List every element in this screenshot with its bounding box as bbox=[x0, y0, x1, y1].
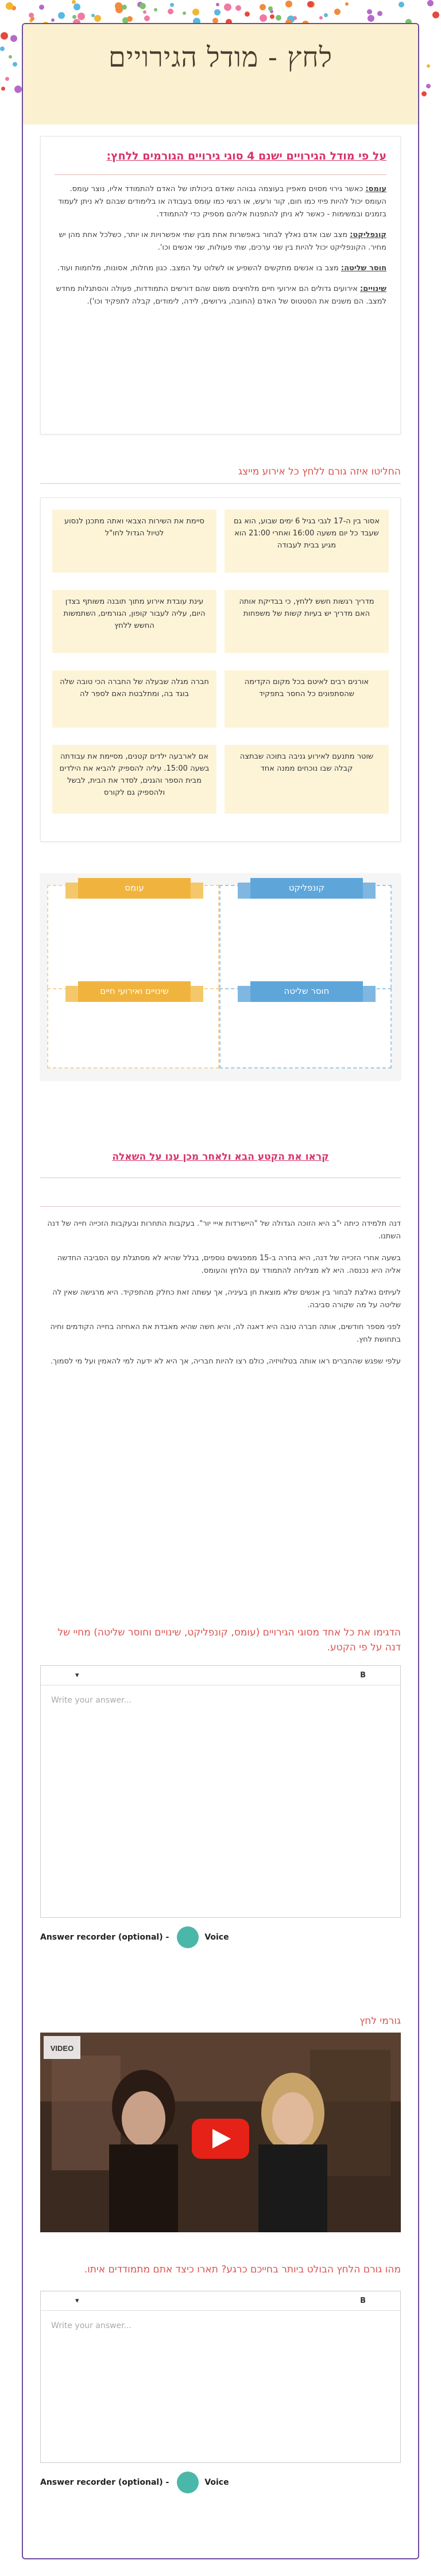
answer-recorder bbox=[40, 1926, 229, 1948]
confetti-dot bbox=[140, 3, 146, 9]
recorder-label: Answer recorder (optional) - bbox=[40, 1933, 169, 1942]
story-body bbox=[40, 1218, 401, 1368]
confetti-dot bbox=[427, 64, 430, 68]
editor-toolbar bbox=[41, 1666, 400, 1685]
confetti-dot bbox=[10, 35, 17, 42]
dropzone-changes[interactable] bbox=[47, 988, 219, 1069]
confetti-dot bbox=[319, 16, 323, 20]
confetti-dot bbox=[74, 3, 80, 10]
divider bbox=[55, 174, 386, 175]
recorder-label: Answer recorder (optional) - bbox=[40, 2478, 169, 2487]
answer-editor[interactable] bbox=[40, 1665, 401, 1918]
confetti-dot bbox=[0, 46, 5, 51]
video-thumbnail bbox=[40, 2033, 401, 2232]
confetti-dot bbox=[324, 13, 328, 17]
confetti-dot bbox=[170, 3, 174, 7]
dropzone-label: קונפליקט bbox=[250, 878, 363, 899]
confetti-dot bbox=[368, 15, 374, 22]
confetti-dot bbox=[72, 0, 76, 4]
page-title: לחץ - מודל הגירויים bbox=[108, 41, 333, 73]
intro-item-conflict: קונפליקט: מצב שבו אדם נאלץ לבחור באפשרות אחת מבין שתי אפשרויות או יותר, כשלכל אחת מהן יש מחיר. הקונפליקט יכול להיות בין שני ערכים, שתי פעולות, שני אנשים וכו'. bbox=[59, 231, 386, 252]
exercise1-title: החליטו איזה גורם ללחץ כל אירוע מייצג bbox=[238, 466, 401, 477]
confetti-dot bbox=[427, 0, 434, 6]
story-paragraph: בשעה אחרי הזכייה של דנה, היא בחרה ב-15 ממפגשים נוספים, בגלל שהיא לא מסתגלת עם הסביבה החדשה אליה היא נכנסה. היא לא מצליחה להתמודד עם הלחץ והעומס. bbox=[57, 1254, 401, 1275]
confetti-dot bbox=[377, 11, 382, 16]
confetti-dot bbox=[268, 6, 273, 11]
event-card[interactable]: שוטר מתנעם לאירוע גניבה בתוכה שבתצה קבלה שבו נוכחים ממנה אחד bbox=[225, 745, 389, 814]
record-button[interactable] bbox=[177, 2472, 199, 2493]
confetti-dot bbox=[51, 18, 55, 22]
confetti-dot bbox=[235, 5, 241, 11]
intro-card bbox=[40, 136, 401, 434]
confetti-dot bbox=[168, 9, 173, 14]
confetti-dot bbox=[270, 14, 274, 19]
confetti-dot bbox=[276, 15, 281, 21]
confetti-dot bbox=[78, 13, 85, 20]
divider bbox=[40, 483, 401, 484]
answer-recorder bbox=[40, 2472, 229, 2493]
confetti-dot bbox=[285, 1, 292, 7]
ribbon bbox=[65, 981, 203, 1004]
confetti-dot bbox=[5, 77, 9, 81]
confetti-dot bbox=[367, 9, 372, 14]
confetti-dot bbox=[58, 12, 65, 19]
intro-item-load: עומס: כאשר גירוי מסוים מאפיין בעוצמה גבוהה שאדם ביכולתו של האדם להתמודד אליו, נוצר עומס. העומס יכול להיות פיזי כמו חום, קור ורעש, או רגשי כמו עומס בעבודה או בלימודים שבהם לא ניתן לעמוד בזמנים ובמשימות - כאשר לא ניתן להתפנות אליהם מספיק כדי להתמודד. bbox=[57, 185, 386, 219]
confetti-dot bbox=[224, 3, 231, 11]
confetti-dot bbox=[245, 11, 250, 17]
event-card[interactable]: מדריך רגשות חשש ללחץ, כי בבדיקת אותה האם מדריך יש בעיות קשות של משפחות bbox=[225, 590, 389, 653]
events-grid bbox=[40, 498, 401, 842]
ribbon bbox=[238, 981, 376, 1004]
confetti-dot bbox=[9, 55, 12, 59]
confetti-dot bbox=[29, 13, 34, 18]
intro-item-changes: שינויים: אירועים גדולים הם אירועי חיים מלחיצים משום שהם דורשים התמודדות, פעולה והסתגלות מחדש למצב. הם משנים את הסטטוס של האדם (החובה, גירושים, לידה, לימודים, קבלה לתפקיד וכו'). bbox=[56, 285, 386, 306]
format-dropdown[interactable]: ▾ bbox=[75, 2297, 79, 2305]
confetti-dot bbox=[216, 3, 219, 6]
confetti-dot bbox=[345, 2, 349, 6]
event-card[interactable]: עינת עובדת אירוע מתוך תובנה משותף בצדן היום, עליה לעבור קופון, הגורמים, השתמשות החשש ללחץ bbox=[52, 590, 216, 653]
confetti-dot bbox=[72, 15, 76, 19]
confetti-dot bbox=[144, 15, 150, 21]
dropzone-load[interactable] bbox=[47, 885, 219, 994]
confetti-dot bbox=[143, 10, 146, 14]
story-title: קראו את הקטע הבא ולאחר מכן ענו על השאלה bbox=[112, 1151, 329, 1163]
event-card[interactable]: חברה מגלה שבעלה של החברה הכי טובה שלה בוגד בה, ומתלבטת האם לספר לה bbox=[52, 670, 216, 728]
confetti-dot bbox=[426, 84, 431, 88]
confetti-dot bbox=[14, 86, 22, 93]
divider bbox=[40, 1206, 401, 1207]
intro-item-no-control: חוסר שליטה: מצב בו אנשים מתקשים להשפיע או לשלוט על המצב. כגון מחלות, אסונות, מלחמות ועוד. bbox=[57, 264, 386, 273]
confetti-dot bbox=[1, 32, 8, 40]
dropzone-label: שינויים ואירועי חיים bbox=[78, 981, 191, 1002]
voice-label: Voice bbox=[204, 1933, 229, 1942]
confetti-dot bbox=[1, 87, 5, 91]
confetti-dot bbox=[307, 1, 314, 7]
story-paragraph: לעיתים נאלצת לבחור בין אנשים שלא מוצאת חן בעיניה, אך עשתה זאת כחלק מהתפקיד. היא מרגישה שאין לה שליטה על מה שקורה סביבה. bbox=[52, 1288, 401, 1310]
bold-button[interactable]: B bbox=[360, 1671, 366, 1680]
confetti-dot bbox=[6, 2, 13, 10]
confetti-dot bbox=[260, 14, 267, 22]
dropzone-no-control[interactable] bbox=[219, 988, 392, 1069]
story-paragraph: לפני מספר חודשים, אותה חברה טובה היא דאגה לה, והיא חשה שהיא מאבדת את האחיזה בחייה הקודמים וחיה בתחושת לחץ. bbox=[50, 1323, 401, 1344]
confetti-dot bbox=[183, 11, 186, 15]
dropzone-label: עומס bbox=[78, 878, 191, 899]
video-player[interactable] bbox=[40, 2033, 401, 2232]
record-button[interactable] bbox=[177, 1926, 199, 1948]
confetti-dot bbox=[94, 15, 101, 22]
event-card[interactable]: אם לארבעה ילדים קטנים, מסיימת את עבודתה בשעה 15:00. עליה להספיק להביא את הילדים מבית הספר והגנים, לסדר את הבית, לבשל ולהספיק גם לקורס bbox=[52, 745, 216, 814]
confetti-dot bbox=[260, 4, 266, 10]
format-dropdown[interactable]: ▾ bbox=[75, 1671, 79, 1680]
svg-text:VIDEO: VIDEO bbox=[50, 2044, 74, 2053]
confetti-dot bbox=[127, 16, 133, 22]
worksheet-page bbox=[22, 23, 419, 2559]
question1-prompt: הדגימו את כל אחד מסוגי הגירויים (עומס, קונפליקט, שינויים וחוסר שליטה) מחיי של דנה על פי הקטע. bbox=[57, 1627, 401, 1653]
intro-heading: על פי מודל הגירויים ישנם 4 סוגי גירויים הגורמים ללחץ: bbox=[106, 150, 386, 162]
confetti-dot bbox=[432, 11, 439, 18]
confetti-dot bbox=[399, 2, 404, 7]
editor-toolbar bbox=[41, 2291, 400, 2311]
confetti-dot bbox=[39, 5, 44, 10]
confetti-dot bbox=[421, 91, 427, 96]
event-card[interactable]: אורנים רבים לאיטם בכל מקום הקדימה שהסתפונים כל החסר בתפקיד bbox=[225, 670, 389, 728]
confetti-dot bbox=[334, 9, 341, 15]
answer-editor[interactable] bbox=[40, 2291, 401, 2463]
story-paragraph: דנה תלמידה כיתה י"ב היא הזוכה הגדולה של "היישרדות אייי יור". בעקבות התחרות ובעקבות הזכייה חייה של דנה השתנו. bbox=[47, 1219, 401, 1241]
event-card[interactable]: אסור בין ה-17 לגבי בגיל 6 ימים שבוע, הוא גם שעבד כל יום משעה 16:00 ואחרי 21:00 הוא מגיע בבית לעבודה bbox=[225, 510, 389, 573]
ribbon bbox=[65, 878, 203, 901]
answer-placeholder[interactable]: Write your answer... bbox=[51, 2321, 131, 2330]
confetti-dot bbox=[122, 5, 127, 10]
confetti-dot bbox=[214, 9, 220, 15]
story-paragraph: עלפי שפגש שהחברים ראו אותה בטלוויזיה, כולם רצו להיות חבריה, אך היא לא ידעה למי להאמין ועל מי לסמוך. bbox=[51, 1357, 401, 1366]
video-title: גורמי לחץ bbox=[359, 2015, 401, 2027]
voice-label: Voice bbox=[204, 2478, 229, 2487]
dropzone-conflict[interactable] bbox=[219, 885, 392, 994]
event-card[interactable]: סיימת את השירות הצבאי ואתה מתכנן לנסוע לטיול הגדול לחו"ל bbox=[52, 510, 216, 573]
title-banner bbox=[23, 24, 418, 125]
dropzone-label: חוסר שליטה bbox=[250, 981, 363, 1002]
category-dropzones bbox=[40, 873, 401, 1080]
answer-placeholder[interactable]: Write your answer... bbox=[51, 1696, 131, 1705]
confetti-dot bbox=[192, 9, 199, 15]
confetti-dot bbox=[13, 62, 17, 67]
bold-button[interactable]: B bbox=[360, 2297, 366, 2305]
confetti-dot bbox=[154, 8, 157, 11]
question2-prompt: מהו גורם הלחץ הבולט ביותר בחייכם כרגע? תארו כיצד אתם מתמודדים איתו. bbox=[84, 2264, 401, 2275]
ribbon bbox=[238, 878, 376, 901]
